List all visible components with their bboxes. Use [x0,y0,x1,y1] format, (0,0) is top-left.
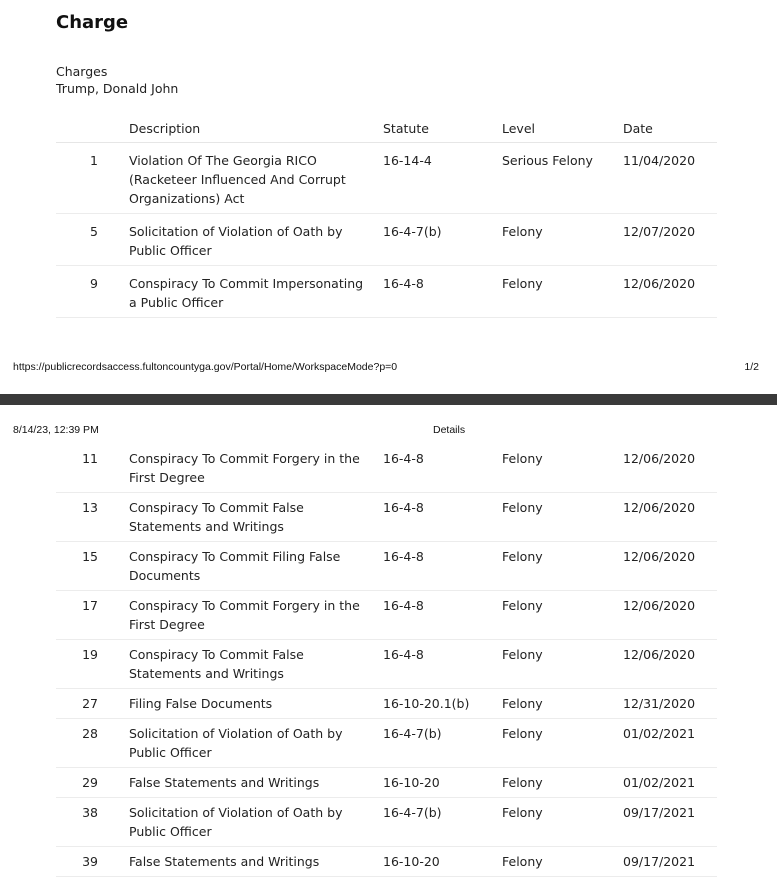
cell-description: Conspiracy To Commit Impersonating a Public Officer [123,266,377,318]
cell-level: Felony [496,719,617,768]
cell-statute: 16-10-20.1(b) [377,689,496,719]
cell-num: 1 [56,143,123,214]
print-datetime: 8/14/23, 12:39 PM [13,424,99,436]
table-row [56,798,717,847]
cell-date: 12/06/2020 [617,542,717,591]
cell-date: 01/02/2021 [617,768,717,798]
footer-page-number: 1/2 [744,361,759,373]
cell-description: Solicitation of Violation of Oath by Public Officer [123,719,377,768]
table-row [56,689,717,719]
cell-level: Felony [496,798,617,847]
cell-num: 38 [56,798,123,847]
defendant-name: Trump, Donald John [56,81,179,96]
cell-num: 9 [56,266,123,318]
cell-num: 15 [56,542,123,591]
table-row [56,768,717,798]
header-date: Date [617,118,717,143]
cell-statute: 16-4-8 [377,493,496,542]
page-2 [0,405,777,886]
table-row [56,591,717,640]
cell-description: Conspiracy To Commit Filing False Documents [123,542,377,591]
cell-num: 29 [56,768,123,798]
cell-level: Felony [496,591,617,640]
header-number [56,118,123,143]
cell-level: Felony [496,768,617,798]
cell-description: False Statements and Writings [123,768,377,798]
table-header-row [56,118,717,143]
cell-statute: 16-14-4 [377,143,496,214]
cell-statute: 16-4-8 [377,444,496,493]
cell-description: Conspiracy To Commit Forgery in the First Degree [123,444,377,493]
cell-date: 12/06/2020 [617,591,717,640]
cell-statute: 16-10-20 [377,847,496,877]
cell-date: 12/06/2020 [617,266,717,318]
cell-level: Felony [496,266,617,318]
cell-level: Felony [496,214,617,266]
cell-description: Conspiracy To Commit False Statements and Writings [123,493,377,542]
cell-description: Solicitation of Violation of Oath by Public Officer [123,798,377,847]
cell-statute: 16-4-7(b) [377,798,496,847]
section-label: Charges [56,64,108,79]
table-row [56,847,717,877]
cell-level: Felony [496,847,617,877]
cell-statute: 16-4-8 [377,591,496,640]
charges-table [56,118,717,318]
cell-description: False Statements and Writings [123,847,377,877]
cell-num: 5 [56,214,123,266]
table-row [56,719,717,768]
header-statute: Statute [377,118,496,143]
cell-description: Conspiracy To Commit Forgery in the First Degree [123,591,377,640]
cell-num: 19 [56,640,123,689]
table-row [56,143,717,214]
cell-date: 09/17/2021 [617,798,717,847]
cell-level: Felony [496,542,617,591]
cell-statute: 16-4-8 [377,266,496,318]
charges-table-continued [56,444,717,877]
cell-date: 12/06/2020 [617,640,717,689]
cell-num: 39 [56,847,123,877]
page-title: Charge [56,12,129,33]
cell-statute: 16-4-7(b) [377,214,496,266]
table-row [56,266,717,318]
footer-url: https://publicrecordsaccess.fultoncountyga.gov/Portal/Home/WorkspaceMode?p=0 [13,361,398,373]
cell-date: 12/06/2020 [617,444,717,493]
header-description: Description [123,118,377,143]
cell-level: Felony [496,640,617,689]
cell-num: 27 [56,689,123,719]
cell-level: Serious Felony [496,143,617,214]
cell-num: 17 [56,591,123,640]
cell-level: Felony [496,493,617,542]
cell-num: 13 [56,493,123,542]
cell-date: 01/02/2021 [617,719,717,768]
cell-statute: 16-10-20 [377,768,496,798]
page-1 [0,0,777,394]
print-header-title: Details [433,424,466,436]
cell-date: 12/31/2020 [617,689,717,719]
table-row [56,640,717,689]
cell-description: Violation Of The Georgia RICO (Racketeer Influenced And Corrupt Organizations) Act [123,143,377,214]
cell-date: 09/17/2021 [617,847,717,877]
cell-num: 28 [56,719,123,768]
cell-statute: 16-4-7(b) [377,719,496,768]
cell-description: Filing False Documents [123,689,377,719]
cell-statute: 16-4-8 [377,542,496,591]
cell-statute: 16-4-8 [377,640,496,689]
table-row [56,542,717,591]
cell-level: Felony [496,444,617,493]
page-break-divider [0,394,777,405]
cell-date: 11/04/2020 [617,143,717,214]
table-row [56,493,717,542]
cell-num: 11 [56,444,123,493]
cell-description: Solicitation of Violation of Oath by Public Officer [123,214,377,266]
table-row [56,444,717,493]
cell-description: Conspiracy To Commit False Statements and Writings [123,640,377,689]
cell-level: Felony [496,689,617,719]
cell-date: 12/07/2020 [617,214,717,266]
header-level: Level [496,118,617,143]
table-row [56,214,717,266]
cell-date: 12/06/2020 [617,493,717,542]
